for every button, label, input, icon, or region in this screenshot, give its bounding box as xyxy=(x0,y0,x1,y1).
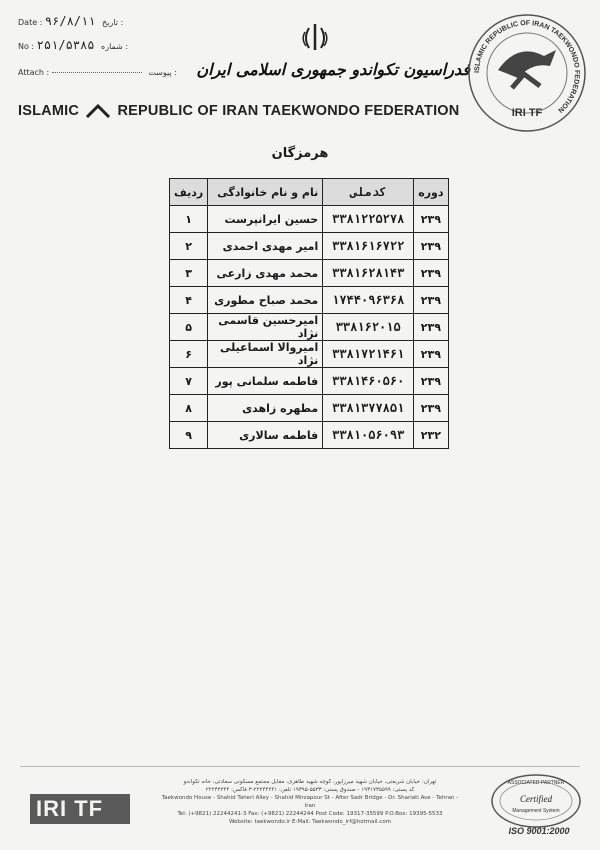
footer-address-block xyxy=(160,778,460,826)
footer-address-en: Taekwondo House - Shahid Taheri Alley - Shahid Mirzapour St - After Sadr Bridge - Dr. Shariati Ave - Tehran - Iran xyxy=(161,795,459,809)
iso-label: ISO 9001:2000 xyxy=(508,826,570,836)
cell-national-id: ۳۳۸۱۰۵۶۰۹۳ xyxy=(323,422,414,449)
cell-national-id: ۳۳۸۱۷۲۱۴۶۱ xyxy=(323,341,414,368)
footer-postal-fa: کد پستی: ۱۹۳۱۷۳۵۵۹۹ - صندوق پستی: ۵۵۳۳-۱۹۳۹۵ تلفن: ۲۲۲۴۴۲۴۱-۳ فاکس: ۲۲۲۴۴۲۴۴ xyxy=(205,787,415,793)
cell-row: ۲ xyxy=(170,233,208,260)
table-body xyxy=(170,206,449,449)
cell-row: ۹ xyxy=(170,422,208,449)
header-row: ردیف xyxy=(170,179,208,206)
iran-emblem-icon xyxy=(300,22,330,54)
cell-national-id: ۳۳۸۱۴۶۰۵۶۰ xyxy=(323,368,414,395)
number-value: ۲۵۱/۵۳۸۵ xyxy=(36,38,95,52)
date-row xyxy=(18,14,123,28)
cell-period: ۲۳۹ xyxy=(414,260,448,287)
footer-address-fa: تهران: خیابان شریعتی، خیابان شهید میرزاپور، کوچه شهید طاهری، مقابل مجتمع مسکونی سعادتی، خانه تکواندو xyxy=(183,779,437,785)
footer-web-en: Website: taekwondo.ir E-Mail: Taekwondo_irf@hotmail.com xyxy=(228,819,392,825)
logo-ring-text: ISLAMIC REPUBLIC OF IRAN TAEKWONDO FEDERATION xyxy=(473,19,581,114)
table-row xyxy=(170,395,449,422)
cell-name: محمد مهدی زارعی xyxy=(208,260,323,287)
cell-name: امیرحسین قاسمی نژاد xyxy=(208,314,323,341)
cell-period: ۲۳۹ xyxy=(414,233,448,260)
cell-row: ۵ xyxy=(170,314,208,341)
cell-period: ۲۳۲ xyxy=(414,422,448,449)
federation-name-en-part2: REPUBLIC OF IRAN TAEKWONDO FEDERATION xyxy=(117,103,460,119)
number-label: No : xyxy=(18,42,35,51)
cell-row: ۸ xyxy=(170,395,208,422)
table-row xyxy=(170,233,449,260)
cell-national-id: ۳۳۸۱۶۲۸۱۴۳ xyxy=(323,260,414,287)
federation-name-en xyxy=(18,103,478,119)
federation-name-fa: فدراسیون تکواندو جمهوری اسلامی ایران xyxy=(196,60,470,79)
cell-national-id: ۳۳۸۱۶۱۶۷۲۲ xyxy=(323,233,414,260)
cell-row: ۴ xyxy=(170,287,208,314)
attach-label-fa: پیوست : xyxy=(148,68,177,77)
footer-phone-en: Tel: (+9821) 22244241-3 Fax: (+9821) 22244244 Post Code: 19317-35599 P.O.Box: 19395-5533 xyxy=(177,811,443,817)
cell-period: ۲۳۹ xyxy=(414,368,448,395)
cell-name: فاطمه سلمانی پور xyxy=(208,368,323,395)
city-title: هرمزگان xyxy=(271,146,329,161)
attach-dotted-line xyxy=(52,72,142,73)
header-period: دوره xyxy=(414,179,448,206)
table-row xyxy=(170,341,449,368)
cell-row: ۶ xyxy=(170,341,208,368)
table-row xyxy=(170,422,449,449)
table-row xyxy=(170,287,449,314)
athletes-table xyxy=(169,178,449,449)
table-row xyxy=(170,206,449,233)
iso-mid-text: Certified xyxy=(520,794,552,804)
date-value: ۹۶/۸/۱۱ xyxy=(44,14,96,28)
cell-period: ۲۳۹ xyxy=(414,314,448,341)
date-label: Date : xyxy=(18,18,43,27)
cell-period: ۲۳۹ xyxy=(414,287,448,314)
cell-row: ۷ xyxy=(170,368,208,395)
logo-brand-text: IRI TF xyxy=(511,107,543,119)
iso-top-text: ASSOCIATED PARTNER xyxy=(507,780,565,786)
cell-row: ۱ xyxy=(170,206,208,233)
cell-period: ۲۳۹ xyxy=(414,341,448,368)
cell-period: ۲۳۹ xyxy=(414,395,448,422)
footer-brand: IRI TF xyxy=(36,796,104,821)
cell-period: ۲۳۹ xyxy=(414,206,448,233)
attach-label: Attach : xyxy=(18,68,50,77)
footer-logo xyxy=(30,794,130,824)
number-label-fa: شماره : xyxy=(101,42,129,51)
iso-sub-text: Management System xyxy=(512,808,560,814)
chevron-logo-icon xyxy=(85,104,111,118)
table-row xyxy=(170,368,449,395)
cell-name: محمد صباح مطوری xyxy=(208,287,323,314)
cell-national-id: ۱۷۴۴۰۹۶۳۶۸ xyxy=(323,287,414,314)
number-row xyxy=(18,38,128,52)
cell-name: مطهره زاهدی xyxy=(208,395,323,422)
iso-certification-badge-icon xyxy=(490,772,582,830)
cell-name: فاطمه سالاری xyxy=(208,422,323,449)
attach-row xyxy=(18,68,177,77)
header-name: نام و نام خانوادگی xyxy=(208,179,323,206)
federation-logo-icon xyxy=(466,12,588,134)
cell-national-id: ۳۳۸۱۳۷۷۸۵۱ xyxy=(323,395,414,422)
federation-name-en-part1: ISLAMIC xyxy=(18,103,80,119)
cell-name: امیروالا اسماعیلی نژاد xyxy=(208,341,323,368)
cell-row: ۳ xyxy=(170,260,208,287)
cell-name: امیر مهدی احمدی xyxy=(208,233,323,260)
cell-national-id: ۳۳۸۱۶۲۰۱۵ xyxy=(323,314,414,341)
table-header-row xyxy=(170,179,449,206)
date-label-fa: تاریخ : xyxy=(102,18,124,27)
cell-national-id: ۳۳۸۱۲۲۵۲۷۸ xyxy=(323,206,414,233)
header-national-id: کدملی xyxy=(323,179,414,206)
table-row xyxy=(170,260,449,287)
footer-divider xyxy=(20,766,580,767)
table-row xyxy=(170,314,449,341)
cell-name: حسین ایرانپرست xyxy=(208,206,323,233)
